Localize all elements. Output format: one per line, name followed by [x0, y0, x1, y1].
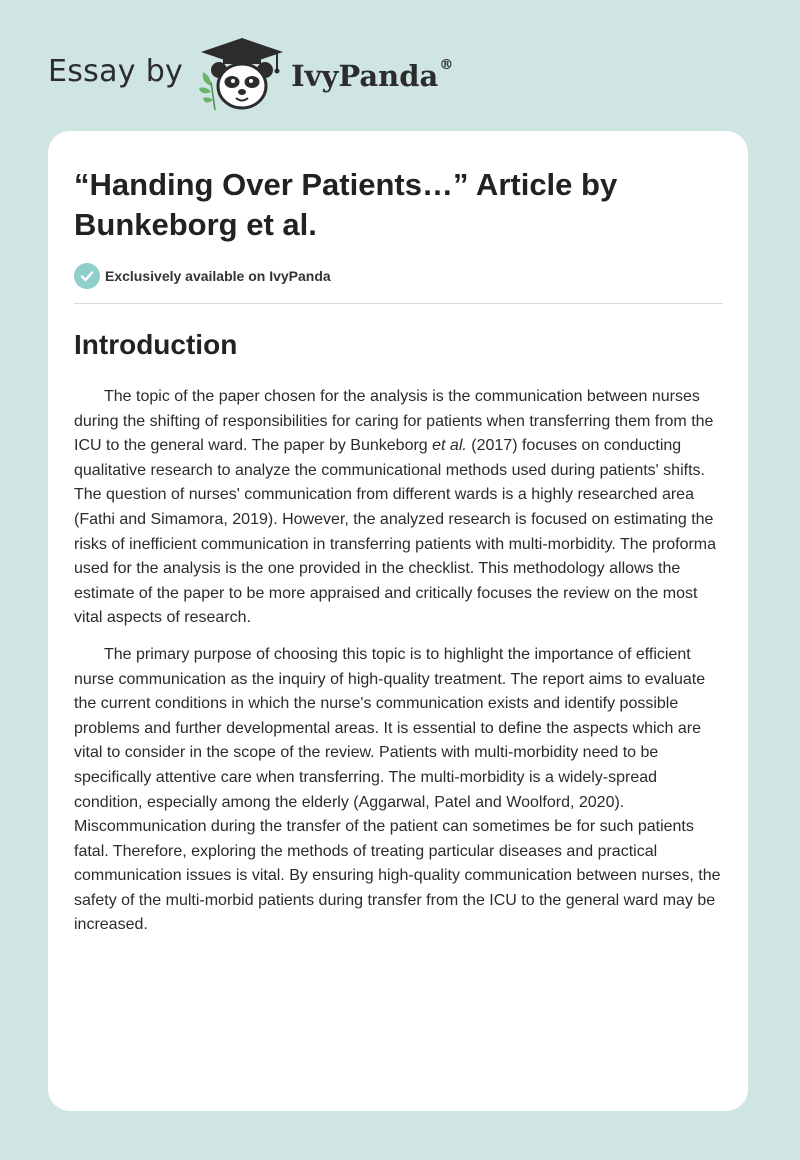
section-heading: Introduction: [74, 329, 238, 360]
exclusive-badge: [74, 263, 331, 289]
paragraph: The topic of the paper chosen for the analysis is the communication between nurses during the shifting of responsibilities for caring for patients when transferring them from the ICU to the general ward. The paper by Bunkeborg et al. (2017) focuses on conducting qualitative research to analyze the communicational methods used during patients' shifts. The question of nurses' communication from different wards is a highly researched area (Fathi and Simamora, 2019). However, the analyzed research is focused on estimating the risks of inefficient communication in transferring patients with multi-morbidity. The proforma used for the analysis is the one provided in the checklist. This methodology allows the estimate of the paper to be more appraised and critically focuses the review on the most vital aspects of research.: [74, 388, 717, 627]
check-icon: [74, 263, 100, 289]
site-header: [48, 34, 453, 114]
badge-label: Exclusively available on IvyPanda: [105, 268, 331, 284]
divider: [74, 303, 723, 304]
brand-name[interactable]: IvyPanda®: [291, 57, 454, 93]
article-body: [74, 385, 724, 950]
paragraph: The primary purpose of choosing this topic is to highlight the importance of efficient nurse communication as the inquiry of high-quality treatment. The report aims to evaluate the current conditions in which the nurse's communication exists and identify possible problems and further developmental areas. It is essential to define the aspects which are vital to consider in the scope of the review. Patients with multi-morbidity need to be specifically attentive care when transferring. The multi-morbidity is a widely-spread condition, especially among the elderly (Aggarwal, Patel and Woolford, 2020). Miscommunication during the transfer of the patient can sometimes be for such patients fatal. Therefore, exploring the methods of treating particular diseases and practical communication issues is vital. By ensuring high-quality communication between nurses, the safety of the multi-morbid patients during transfer from the ICU to the general ward may be increased.: [74, 645, 721, 934]
article-card: [48, 131, 748, 1111]
essay-by-label: Essay by: [48, 53, 184, 89]
panda-graduate-icon[interactable]: [197, 36, 287, 112]
registered-mark: ®: [439, 57, 454, 73]
page-title: “Handing Over Patients…” Article by Bunkeborg et al.: [74, 167, 618, 242]
italic-citation: et al.: [432, 437, 467, 455]
